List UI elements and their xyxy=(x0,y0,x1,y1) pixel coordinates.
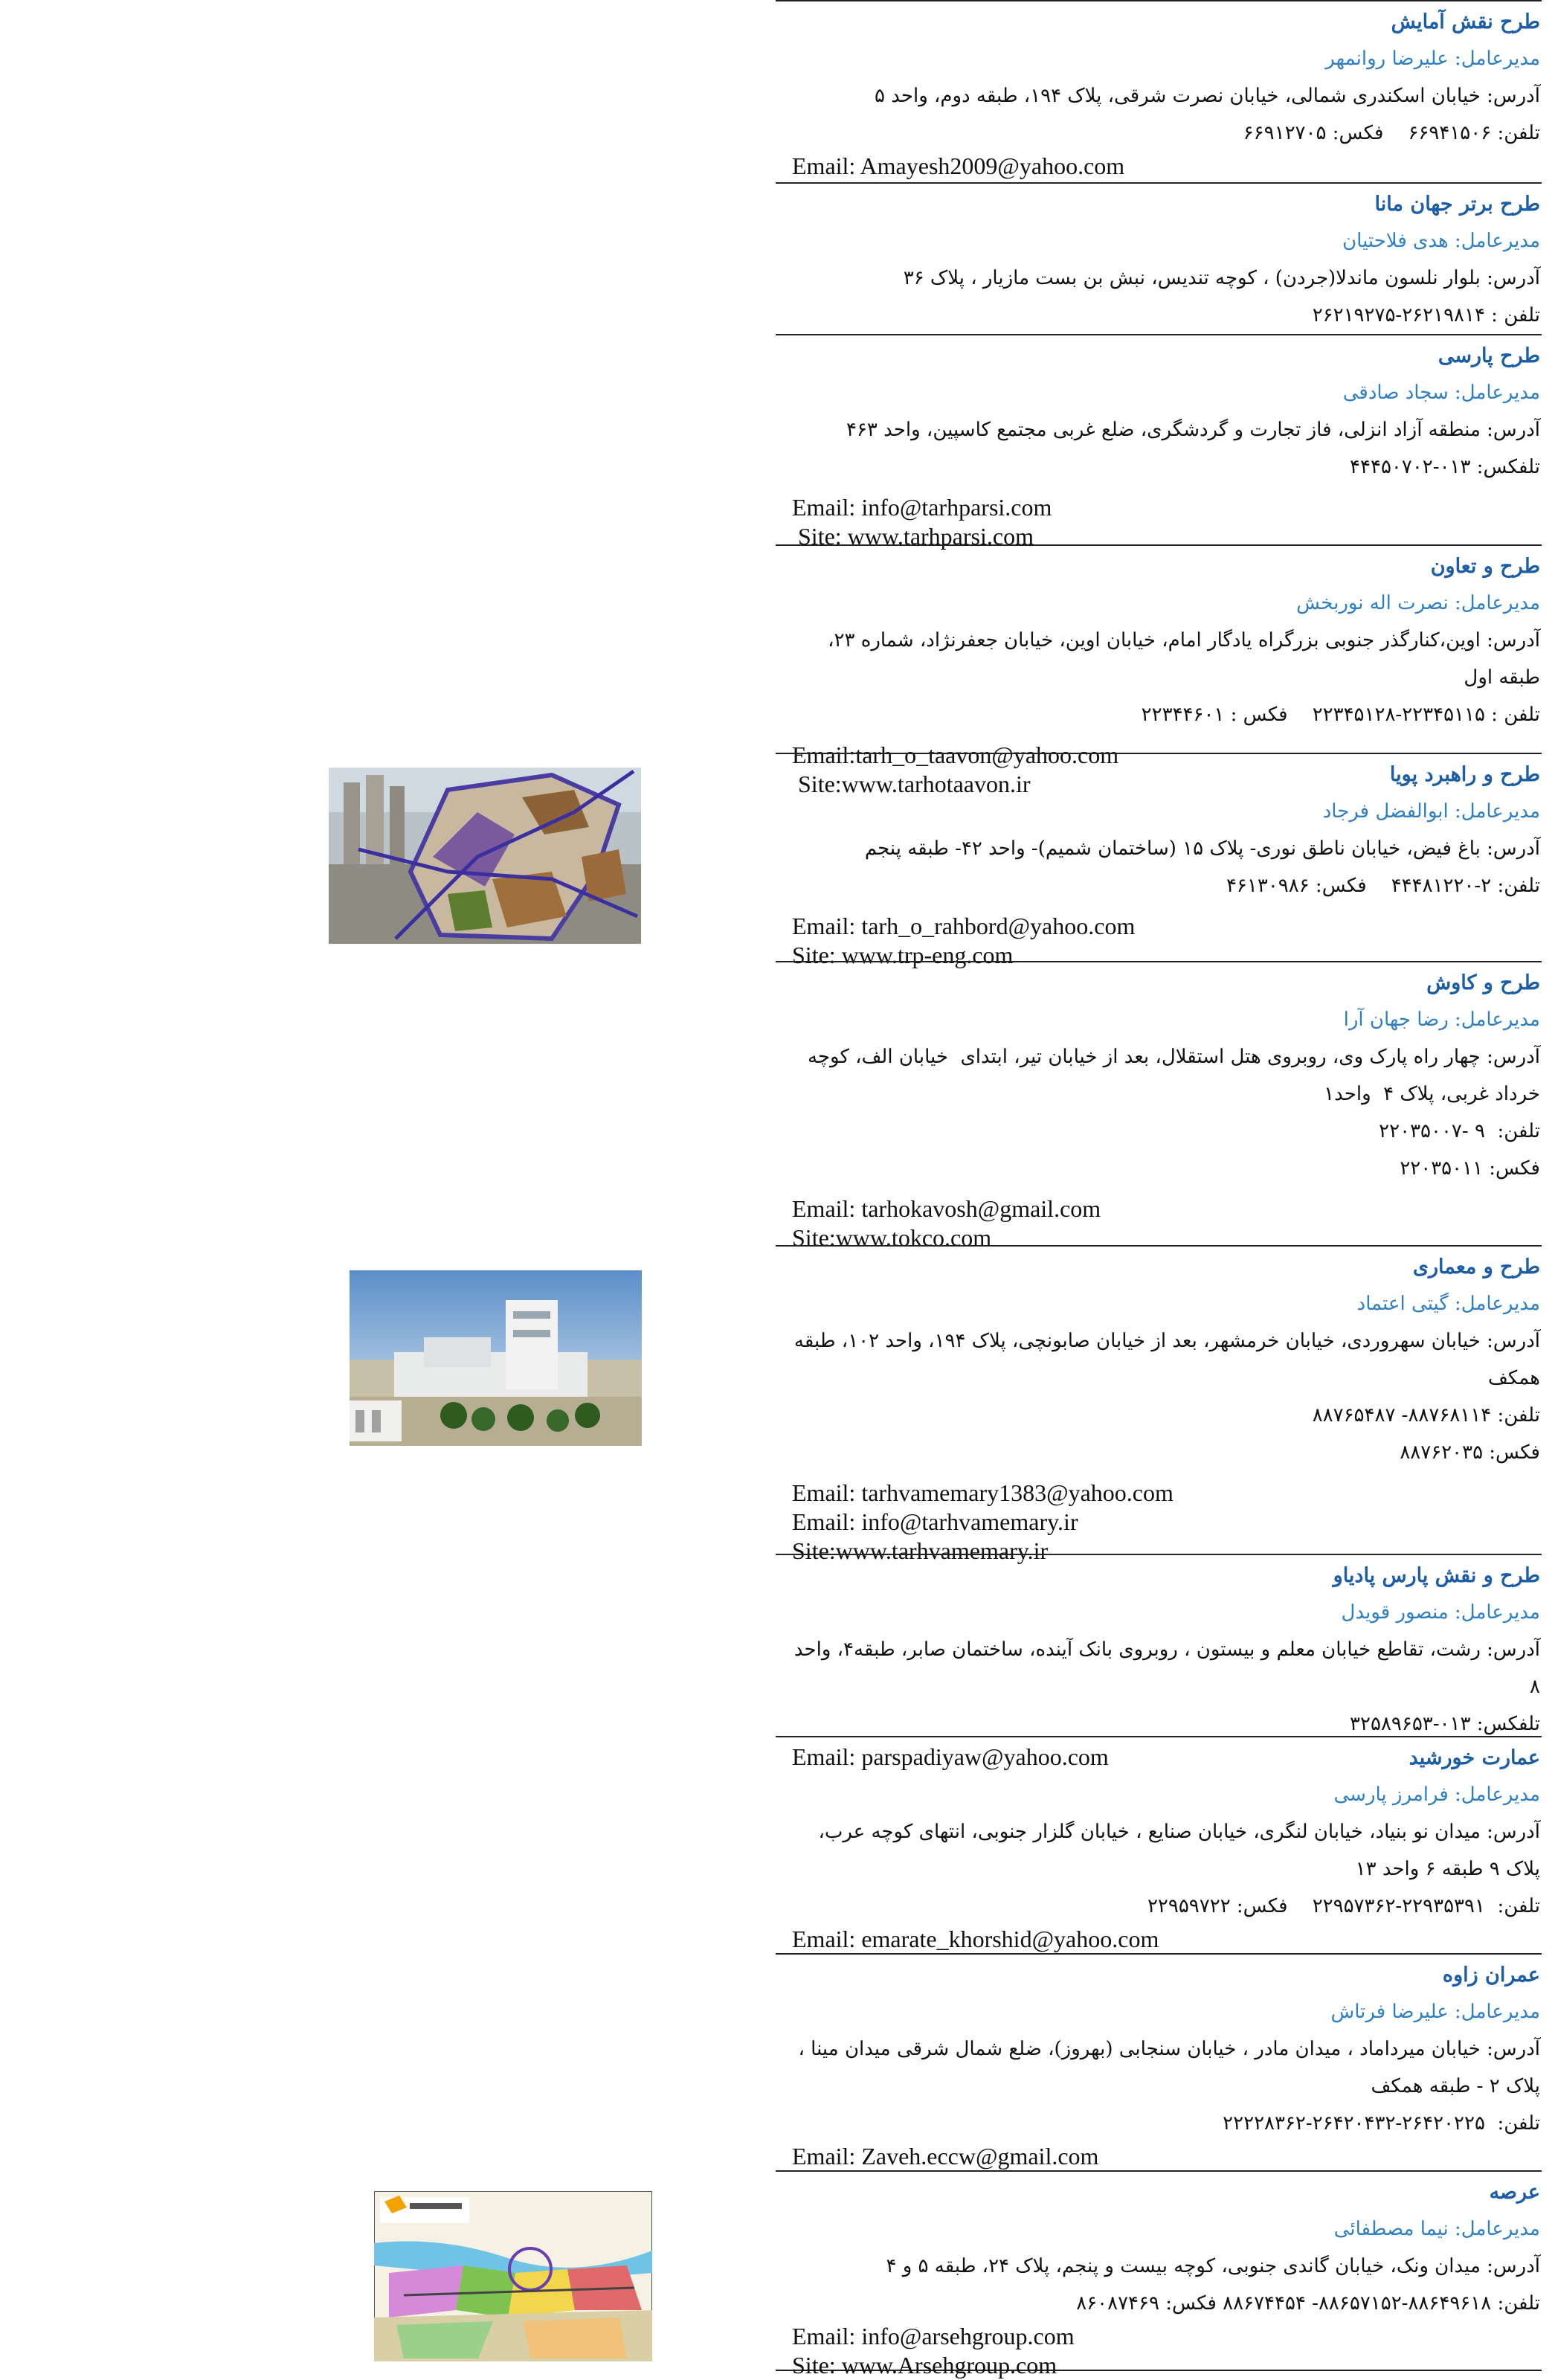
address-line: آدرس: رشت، تقاطع خیابان معلم و بیستون ، روبروی بانک آینده، ساختمان صابر، طبقه۴، واحد ۸ xyxy=(788,1638,1540,1698)
phone-line: تلفن : ۲۲۳۴۵۱۱۵-۲۲۳۴۵۱۲۸ فکس : ۲۲۳۴۴۶۰۱ xyxy=(1141,704,1540,726)
fax-line: فکس: ۲۲۰۳۵۰۱۱ xyxy=(1400,1157,1540,1180)
address-line: آدرس: خیابان اسکندری شمالی، خیابان نصرت شرقی، پلاک ۱۹۴، طبقه دوم، واحد ۵ xyxy=(875,85,1540,107)
address-line: آدرس: خیابان میرداماد ، میدان مادر ، خیابان سنجابی (بهروز)، ضلع شمال شرقی میدان مینا ، پلاک ۲ - طبقه همکف xyxy=(792,2038,1540,2097)
ceo-line: مدیرعامل: نیما مصطفائی xyxy=(1333,2218,1540,2240)
company-entry xyxy=(776,0,1542,182)
company-title: طرح و کاوش xyxy=(1426,971,1540,994)
phone-line: تلفکس: ۰۱۳-۳۲۵۸۹۶۵۳ xyxy=(1350,1713,1540,1735)
address-line: آدرس: چهار راه پارک وی، روبروی هتل استقلال، بعد از خیابان تیر، ابتدای خیابان الف، کوچه خرداد غربی، پلاک ۴ واحد۱ xyxy=(801,1046,1540,1105)
ceo-line: مدیرعامل: نصرت اله نوربخش xyxy=(1296,592,1540,614)
site-line[interactable]: Site:www.tarhotaavon.ir xyxy=(792,771,1031,797)
company-title: طرح و تعاون xyxy=(1430,555,1540,578)
email-line[interactable]: Email: info@arsehgroup.com xyxy=(792,2323,1075,2350)
ceo-line: مدیرعامل: علیرضا روانمهر xyxy=(1325,48,1540,70)
company-title: طرح برتر جهان مانا xyxy=(1374,193,1540,216)
phone-line: تلفن: ۲۲۹۳۵۳۹۱-۲۲۹۵۷۳۶۲ فکس: ۲۲۹۵۹۷۲۲ xyxy=(1147,1895,1540,1917)
address-line: آدرس: میدان ونک، خیابان گاندی جنوبی، کوچه بیست و پنجم، پلاک ۲۴، طبقه ۵ و ۴ xyxy=(886,2255,1540,2277)
company-entry xyxy=(776,753,1542,968)
address-line: آدرس: خیابان سهروردی، خیابان خرمشهر، بعد از خیابان صابونچی، پلاک ۱۹۴، واحد ۱۰۲، طبقه همکف xyxy=(788,1330,1540,1389)
ceo-line: مدیرعامل: ابوالفضل فرجاد xyxy=(1322,800,1540,823)
directory-column xyxy=(776,0,1542,2379)
site-line[interactable]: Site: www.Arsehgroup.com xyxy=(792,2352,1057,2379)
email-line[interactable]: Email: Zaveh.eccw@gmail.com xyxy=(792,2143,1099,2170)
company-title: طرح پارسی xyxy=(1438,344,1540,367)
company-entry xyxy=(776,1953,1542,2170)
ceo-line: مدیرعامل: منصور قویدل xyxy=(1341,1601,1540,1624)
email-line[interactable]: Email: tarhokavosh@gmail.com xyxy=(792,1195,1101,1222)
site-line[interactable]: Site: www.trp-eng.com xyxy=(792,942,1014,968)
company-entry xyxy=(776,961,1542,1251)
phone-line: تلفن: ۲-۴۴۴۸۱۲۲۰ فکس: ۴۶۱۳۰۹۸۶ xyxy=(1226,875,1540,897)
ceo-line: مدیرعامل: گیتی اعتماد xyxy=(1356,1293,1540,1315)
email-line[interactable]: Email: info@tarhvamemary.ir xyxy=(792,1508,1078,1535)
site-line[interactable]: Site:www.tokco.com xyxy=(792,1224,992,1251)
site-line[interactable]: Site: www.tarhparsi.com xyxy=(792,523,1034,550)
company-entry xyxy=(776,334,1542,550)
company-entry xyxy=(776,1245,1542,1564)
email-line[interactable]: Email: emarate_khorshid@yahoo.com xyxy=(792,1926,1159,1952)
fax-line: فکس: ۸۸۷۶۲۰۳۵ xyxy=(1400,1441,1540,1464)
phone-line: تلفکس: ۰۱۳-۴۴۴۵۰۷۰۲ xyxy=(1350,456,1540,478)
address-line: آدرس: باغ فیض، خیابان ناطق نوری- پلاک ۱۵ (ساختمان شمیم)- واحد ۴۲- طبقه پنجم xyxy=(864,837,1540,860)
email-line[interactable]: Email: tarh_o_rahbord@yahoo.com xyxy=(792,913,1136,939)
ceo-line: مدیرعامل: رضا جهان آرا xyxy=(1343,1009,1540,1031)
email-line[interactable]: Email: Amayesh2009@yahoo.com xyxy=(792,152,1125,179)
address-line: آدرس: میدان نو بنیاد، خیابان لنگری، خیابان صنایع ، خیابان گلزار جنوبی، انتهای کوچه عرب، پلاک ۹ طبقه ۶ واحد ۱۳ xyxy=(812,1821,1540,1880)
ceo-line: مدیرعامل: هدی فلاحتیان xyxy=(1342,230,1540,252)
company-title: عرصه xyxy=(1489,2181,1540,2204)
address-line: آدرس: اوین،کنارگذر جنوبی بزرگراه یادگار امام، خیابان اوین، خیابان جعفرنژاد، شماره ۲۳، طبقه اول xyxy=(821,629,1540,689)
phone-line: تلفن: ۲۶۴۲۰۲۲۵-۲۶۴۲۰۴۳۲-۲۲۲۲۸۳۶۲ xyxy=(1223,2112,1540,2135)
company-title: طرح و نقش پارس پادیاو xyxy=(1333,1564,1540,1587)
company-title: طرح و راهبرد پویا xyxy=(1389,763,1540,786)
address-line: آدرس: بلوار نلسون ماندلا(جردن) ، کوچه تندیس، نبش بن بست مازیار ، پلاک ۳۶ xyxy=(903,267,1540,289)
company-entry xyxy=(776,1736,1542,1953)
ceo-line: مدیرعامل: فرامرز پارسی xyxy=(1333,1784,1540,1806)
urban-plan-image xyxy=(329,768,641,944)
company-entry xyxy=(776,2170,1542,2379)
phone-line: تلفن: ۸۸۶۴۹۶۱۸-۸۸۶۵۷۱۵۲- ۸۸۶۷۴۴۵۴ فکس: ۸۶۰۸۷۴۶۹ xyxy=(1076,2292,1540,2315)
company-title: عمران زاوه xyxy=(1442,1964,1540,1987)
email-line[interactable]: Email: parspadiyaw@yahoo.com xyxy=(792,1743,1109,1770)
company-title: طرح نقش آمایش xyxy=(1391,10,1540,33)
company-entry xyxy=(776,182,1542,334)
phone-line: تلفن: ۶۶۹۴۱۵۰۶ فکس: ۶۶۹۱۲۷۰۵ xyxy=(1243,122,1540,144)
ceo-line: مدیرعامل: علیرضا فرتاش xyxy=(1330,2001,1540,2023)
company-title: طرح و معماری xyxy=(1412,1255,1540,1279)
land-use-map-image xyxy=(374,2191,652,2361)
email-line[interactable]: Email: info@tarhparsi.com xyxy=(792,494,1052,521)
email-line[interactable]: Email:tarh_o_taavon@yahoo.com xyxy=(792,742,1119,768)
phone-line: تلفن: ۸۸۷۶۸۱۱۴- ۸۸۷۶۵۴۸۷ xyxy=(1312,1404,1540,1427)
company-title: عمارت خورشید xyxy=(1408,1746,1540,1769)
site-line[interactable]: Site:www.tarhvamemary.ir xyxy=(792,1537,1049,1564)
architecture-render-image xyxy=(350,1270,642,1446)
phone-line: تلفن : ۲۶۲۱۹۸۱۴-۲۶۲۱۹۲۷۵ xyxy=(1312,304,1540,327)
phone-line: تلفن: ۹ -۲۲۰۳۵۰۰۷ xyxy=(1379,1120,1540,1142)
ceo-line: مدیرعامل: سجاد صادقی xyxy=(1342,382,1540,404)
address-line: آدرس: منطقه آزاد انزلی، فاز تجارت و گردشگری، ضلع غربی مجتمع کاسپین، واحد ۴۶۳ xyxy=(846,419,1540,441)
email-line[interactable]: Email: tarhvamemary1383@yahoo.com xyxy=(792,1479,1174,1506)
